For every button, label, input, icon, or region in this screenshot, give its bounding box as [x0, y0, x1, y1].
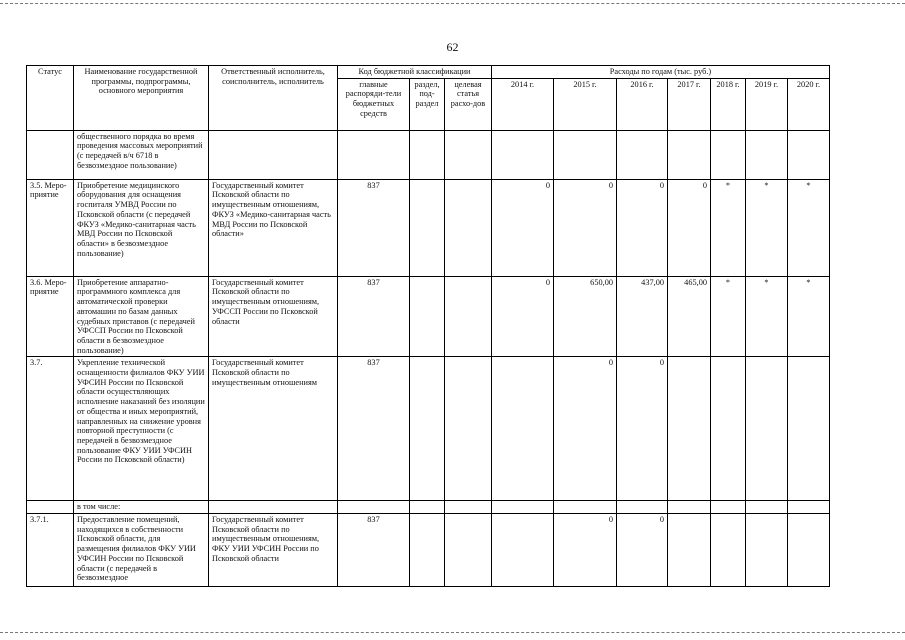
row-value: 0 — [617, 514, 668, 587]
row-section — [410, 130, 445, 179]
row-target — [445, 514, 492, 587]
row-grbs: 837 — [338, 179, 410, 276]
row-value: 0 — [554, 514, 617, 587]
scan-edge-top — [0, 3, 905, 4]
row-grbs: 837 — [338, 357, 410, 501]
row-grbs — [338, 130, 410, 179]
row-value — [492, 501, 554, 514]
row-value: * — [711, 179, 746, 276]
row-section — [410, 276, 445, 357]
row-status — [27, 130, 74, 179]
table-row — [27, 501, 830, 514]
row-value: 0 — [617, 357, 668, 501]
row-value — [746, 357, 788, 501]
row-value: * — [788, 276, 830, 357]
row-value: 437,00 — [617, 276, 668, 357]
header-expenses: Расходы по годам (тыс. руб.) — [492, 66, 830, 79]
row-value — [788, 514, 830, 587]
row-executor: Государственный комитет Псковской области по имущественным отношениям, УФССП России по Псковской области — [209, 276, 338, 357]
row-value — [668, 501, 711, 514]
row-name: в том числе: — [74, 501, 209, 514]
row-executor: Государственный комитет Псковской области по имущественным отношениям, ФКУЗ «Медико-санитарная часть МВД России по Псковской области» — [209, 179, 338, 276]
row-section — [410, 501, 445, 514]
row-section — [410, 357, 445, 501]
row-target — [445, 276, 492, 357]
row-value — [492, 514, 554, 587]
row-status: 3.7. — [27, 357, 74, 501]
row-value — [746, 130, 788, 179]
row-value — [668, 130, 711, 179]
row-value: 465,00 — [668, 276, 711, 357]
row-status — [27, 501, 74, 514]
row-value — [668, 514, 711, 587]
row-value — [617, 501, 668, 514]
header-target: целевая статья расхо-дов — [445, 78, 492, 130]
header-year: 2018 г. — [711, 78, 746, 130]
row-value — [746, 501, 788, 514]
row-target — [445, 130, 492, 179]
row-value — [668, 357, 711, 501]
header-executor: Ответственный исполнитель, соисполнитель, исполнитель — [209, 66, 338, 131]
row-grbs: 837 — [338, 276, 410, 357]
row-value — [788, 130, 830, 179]
row-value: 650,00 — [554, 276, 617, 357]
row-value — [711, 130, 746, 179]
row-value — [554, 501, 617, 514]
row-value: * — [746, 179, 788, 276]
row-value — [492, 130, 554, 179]
row-value: 0 — [492, 276, 554, 357]
scan-edge-bottom — [0, 632, 905, 633]
row-value — [788, 501, 830, 514]
table-row — [27, 514, 830, 587]
header-section: раздел, под-раздел — [410, 78, 445, 130]
row-executor — [209, 130, 338, 179]
row-section — [410, 514, 445, 587]
page-number: 62 — [446, 40, 459, 54]
header-budget-code: Код бюджетной классификации — [338, 66, 492, 79]
row-value: 0 — [492, 179, 554, 276]
header-year: 2020 г. — [788, 78, 830, 130]
table-row — [27, 179, 830, 276]
table-row — [27, 357, 830, 501]
row-name: общественного порядка во время проведения массовых мероприятий (с передачей в/ч 6718 в безвозмездное пользование) — [74, 130, 209, 179]
row-value: 0 — [617, 179, 668, 276]
row-value: 0 — [668, 179, 711, 276]
header-year: 2015 г. — [554, 78, 617, 130]
row-name: Приобретение аппаратно-программного комплекса для автоматической проверки автомашин по базам данных судебных приставов (с передачей УФССП России по Псковской области в безвозмездное пользование) — [74, 276, 209, 357]
row-executor — [209, 501, 338, 514]
row-status: 3.6. Меро-приятие — [27, 276, 74, 357]
row-grbs: 837 — [338, 514, 410, 587]
header-grbs: главные распоряди-тели бюджетных средств — [338, 78, 410, 130]
row-section — [410, 179, 445, 276]
header-year: 2014 г. — [492, 78, 554, 130]
row-value — [617, 130, 668, 179]
row-value: 0 — [554, 357, 617, 501]
header-name: Наименование государственной программы, подпрограммы, основного мероприятия — [74, 66, 209, 131]
row-target — [445, 357, 492, 501]
budget-table — [26, 65, 830, 587]
header-status: Статус — [27, 66, 74, 131]
header-year: 2017 г. — [668, 78, 711, 130]
row-target — [445, 501, 492, 514]
row-value — [788, 357, 830, 501]
table-row — [27, 130, 830, 179]
table-row — [27, 276, 830, 357]
row-status: 3.7.1. — [27, 514, 74, 587]
row-name: Приобретение медицинского оборудования для оснащения госпиталя УМВД России по Псковской области (с передачей ФКУЗ «Медико-санитарная часть МВД России по Псковской области» в безвозмездное пользование) — [74, 179, 209, 276]
row-executor: Государственный комитет Псковской области по имущественным отношениям, ФКУ УИИ УФСИН России по Псковской области — [209, 514, 338, 587]
row-status: 3.5. Меро-приятие — [27, 179, 74, 276]
row-value — [711, 357, 746, 501]
row-value — [746, 514, 788, 587]
row-value: * — [711, 276, 746, 357]
row-name: Предоставление помещений, находящихся в собственности Псковской области, для размещения филиалов ФКУ УИИ УФСИН России по Псковской области (с передачей в безвозмездное — [74, 514, 209, 587]
row-value: 0 — [554, 179, 617, 276]
row-value — [492, 357, 554, 501]
row-value — [554, 130, 617, 179]
row-target — [445, 179, 492, 276]
row-value: * — [746, 276, 788, 357]
row-value — [711, 514, 746, 587]
header-year: 2019 г. — [746, 78, 788, 130]
header-year: 2016 г. — [617, 78, 668, 130]
row-value: * — [788, 179, 830, 276]
row-executor: Государственный комитет Псковской области по имущественным отношениям — [209, 357, 338, 501]
row-value — [711, 501, 746, 514]
row-grbs — [338, 501, 410, 514]
row-name: Укрепление технической оснащенности филиалов ФКУ УИИ УФСИН России по Псковской области осуществляющих исполнение наказаний без изоляции от общества и иных мероприятий, направленных на снижение уровня повторной преступности (с передачей в безвозмездное пользование ФКУ УИИ УФСИН России по Псковской области) — [74, 357, 209, 501]
